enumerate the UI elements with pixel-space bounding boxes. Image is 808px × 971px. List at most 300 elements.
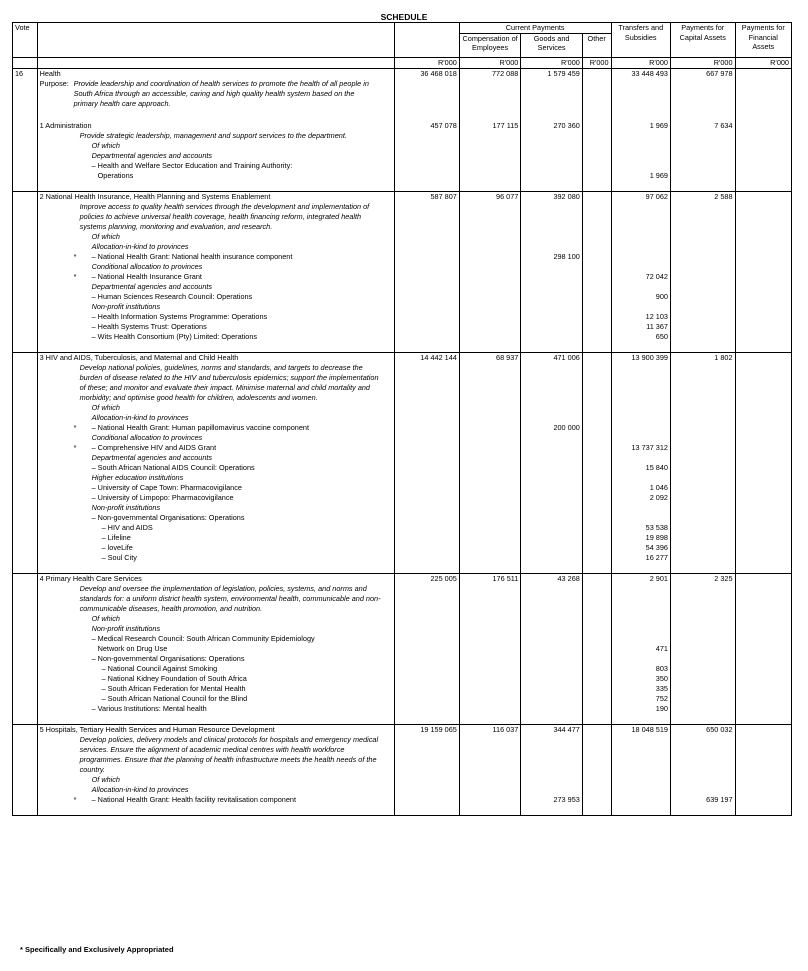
line-amount-goods xyxy=(521,403,582,413)
line-amount-transfers: 54 396 xyxy=(611,543,670,553)
line-amount-comp xyxy=(459,403,520,413)
header-financial: Payments for Financial Assets xyxy=(735,23,791,58)
section-total-financial xyxy=(735,352,791,363)
line-amount-total xyxy=(395,513,460,523)
line-amount-other xyxy=(582,644,611,654)
line-amount-capital xyxy=(670,423,735,433)
line-amount-total xyxy=(395,785,460,795)
header-other: Other xyxy=(582,33,611,58)
line-amount-other xyxy=(582,242,611,252)
table-row xyxy=(13,282,792,292)
line-amount-capital xyxy=(670,302,735,312)
line-amount-comp xyxy=(459,503,520,513)
line-amount-financial xyxy=(735,694,791,704)
line-amount-other xyxy=(582,674,611,684)
line-amount-total xyxy=(395,453,460,463)
line-item xyxy=(37,644,395,654)
line-amount-capital xyxy=(670,654,735,664)
line-item-text: – National Health Insurance Grant xyxy=(91,271,202,281)
line-item xyxy=(37,654,395,664)
line-amount-financial xyxy=(735,503,791,513)
line-amount-financial xyxy=(735,161,791,171)
line-item-text: – Lifeline xyxy=(101,532,131,542)
section-total-transfers: 97 062 xyxy=(611,191,670,202)
line-amount-financial xyxy=(735,543,791,553)
line-item-text: Allocation-in-kind to provinces xyxy=(91,241,189,251)
line-amount-total xyxy=(395,553,460,563)
line-item xyxy=(37,513,395,523)
table-row xyxy=(13,272,792,282)
section-total-goods: 43 268 xyxy=(521,573,582,584)
line-item xyxy=(37,453,395,463)
line-item-text: – Various Institutions: Mental health xyxy=(91,703,207,713)
line-amount-comp xyxy=(459,644,520,654)
line-amount-goods xyxy=(521,292,582,302)
line-item xyxy=(37,332,395,342)
line-amount-other xyxy=(582,543,611,553)
line-amount-total xyxy=(395,533,460,543)
section-description: Develop national policies, guidelines, norms and standards, and targets to decrease the burden of disease related to the HIV and tuberculosis epidemics; support the implementation of these; and monitor and evaluate their impact. Minimise maternal and child mortality and morbidity; and optimise good health for children, adolescents and women. xyxy=(79,362,379,402)
line-item-text: – South African National Council for the Blind xyxy=(101,693,248,703)
line-amount-financial xyxy=(735,232,791,242)
line-item xyxy=(37,553,395,563)
line-amount-goods xyxy=(521,513,582,523)
line-amount-other xyxy=(582,252,611,262)
line-amount-other xyxy=(582,262,611,272)
section-total-capital: 1 802 xyxy=(670,352,735,363)
section-total-total: 457 078 xyxy=(395,121,460,131)
line-amount-goods xyxy=(521,684,582,694)
line-amount-financial xyxy=(735,624,791,634)
line-amount-comp xyxy=(459,674,520,684)
line-item xyxy=(37,322,395,332)
line-amount-total xyxy=(395,624,460,634)
line-amount-total xyxy=(395,614,460,624)
table-row xyxy=(13,463,792,473)
line-amount-capital xyxy=(670,493,735,503)
purpose-cell xyxy=(37,79,395,109)
line-amount-total xyxy=(395,332,460,342)
unit-total: R'000 xyxy=(395,58,460,69)
line-item-text: – Comprehensive HIV and AIDS Grant xyxy=(91,442,217,452)
section-total-capital: 650 032 xyxy=(670,724,735,735)
line-amount-total xyxy=(395,141,460,151)
line-amount-goods xyxy=(521,775,582,785)
section-total-comp: 96 077 xyxy=(459,191,520,202)
line-amount-capital xyxy=(670,473,735,483)
section-total-other xyxy=(582,352,611,363)
line-amount-capital xyxy=(670,322,735,332)
table-row xyxy=(13,523,792,533)
line-amount-other xyxy=(582,664,611,674)
line-amount-financial xyxy=(735,654,791,664)
line-amount-goods xyxy=(521,332,582,342)
line-amount-financial xyxy=(735,282,791,292)
line-amount-comp xyxy=(459,704,520,714)
line-amount-goods xyxy=(521,171,582,181)
section-total-transfers: 18 048 519 xyxy=(611,724,670,735)
line-item-text: – National Health Grant: National health insurance component xyxy=(91,251,293,261)
line-item xyxy=(37,141,395,151)
line-amount-transfers: 650 xyxy=(611,332,670,342)
line-amount-other xyxy=(582,151,611,161)
line-amount-other xyxy=(582,503,611,513)
section-name: 3 HIV and AIDS, Tuberculosis, and Maternal and Child Health xyxy=(37,352,395,363)
vote-total-total: 36 468 018 xyxy=(395,68,460,79)
line-amount-comp xyxy=(459,785,520,795)
line-amount-other xyxy=(582,553,611,563)
line-item xyxy=(37,483,395,493)
line-amount-comp xyxy=(459,654,520,664)
line-amount-other xyxy=(582,624,611,634)
line-amount-goods xyxy=(521,463,582,473)
section-total-transfers: 2 901 xyxy=(611,573,670,584)
line-amount-goods xyxy=(521,533,582,543)
line-amount-capital xyxy=(670,443,735,453)
line-amount-transfers xyxy=(611,161,670,171)
line-amount-transfers: 13 737 312 xyxy=(611,443,670,453)
line-item xyxy=(37,151,395,161)
line-amount-comp xyxy=(459,775,520,785)
line-amount-total xyxy=(395,423,460,433)
line-amount-transfers xyxy=(611,453,670,463)
schedule-title: SCHEDULE xyxy=(380,12,428,22)
line-amount-total xyxy=(395,282,460,292)
line-amount-capital xyxy=(670,624,735,634)
line-amount-total xyxy=(395,543,460,553)
vote-total-capital: 667 978 xyxy=(670,68,735,79)
line-amount-goods xyxy=(521,674,582,684)
section-name: 4 Primary Health Care Services xyxy=(37,573,395,584)
section-description: Provide strategic leadership, management and support services to the department. xyxy=(79,130,347,140)
table-row xyxy=(13,332,792,342)
header-capital: Payments for Capital Assets xyxy=(670,23,735,58)
table-row xyxy=(13,151,792,161)
table-row xyxy=(13,473,792,483)
table-row xyxy=(13,292,792,302)
line-item xyxy=(37,684,395,694)
line-amount-financial xyxy=(735,262,791,272)
table-row xyxy=(13,302,792,312)
line-amount-capital xyxy=(670,413,735,423)
vote-total-comp: 772 088 xyxy=(459,68,520,79)
line-amount-goods xyxy=(521,634,582,644)
line-amount-comp xyxy=(459,634,520,644)
line-amount-financial xyxy=(735,533,791,543)
line-amount-comp xyxy=(459,513,520,523)
line-amount-financial xyxy=(735,322,791,332)
line-amount-goods xyxy=(521,664,582,674)
line-amount-goods xyxy=(521,443,582,453)
line-item xyxy=(37,252,395,262)
line-amount-transfers xyxy=(611,795,670,805)
line-amount-capital xyxy=(670,785,735,795)
line-amount-transfers: 752 xyxy=(611,694,670,704)
line-amount-comp xyxy=(459,694,520,704)
line-amount-other xyxy=(582,423,611,433)
line-amount-other xyxy=(582,513,611,523)
line-amount-transfers: 803 xyxy=(611,664,670,674)
line-amount-transfers xyxy=(611,634,670,644)
section-total-capital: 2 588 xyxy=(670,191,735,202)
line-amount-goods xyxy=(521,433,582,443)
line-item-text: Departmental agencies and accounts xyxy=(91,281,213,291)
line-amount-comp xyxy=(459,433,520,443)
line-amount-goods xyxy=(521,312,582,322)
line-amount-capital xyxy=(670,312,735,322)
line-item xyxy=(37,282,395,292)
line-amount-goods xyxy=(521,654,582,664)
table-row xyxy=(13,684,792,694)
section-total-capital: 7 634 xyxy=(670,121,735,131)
line-amount-comp xyxy=(459,312,520,322)
table-row xyxy=(13,614,792,624)
line-item-text: – National Council Against Smoking xyxy=(101,663,218,673)
line-amount-total xyxy=(395,272,460,282)
line-amount-transfers xyxy=(611,624,670,634)
table-row xyxy=(13,674,792,684)
header-goods: Goods and Services xyxy=(521,33,582,58)
line-amount-transfers xyxy=(611,423,670,433)
line-amount-total xyxy=(395,493,460,503)
line-amount-comp xyxy=(459,141,520,151)
line-item xyxy=(37,161,395,171)
line-amount-total xyxy=(395,171,460,181)
table-row xyxy=(13,785,792,795)
line-amount-capital xyxy=(670,704,735,714)
line-amount-comp xyxy=(459,171,520,181)
vote-total-other xyxy=(582,68,611,79)
section-name: 2 National Health Insurance, Health Planning and Systems Enablement xyxy=(37,191,395,202)
section-total-transfers: 1 969 xyxy=(611,121,670,131)
line-amount-capital xyxy=(670,171,735,181)
section-total-other xyxy=(582,573,611,584)
line-amount-transfers xyxy=(611,141,670,151)
footnote: * Specifically and Exclusively Appropriated xyxy=(20,945,174,954)
line-amount-transfers: 190 xyxy=(611,704,670,714)
line-amount-total xyxy=(395,523,460,533)
line-amount-total xyxy=(395,463,460,473)
table-row xyxy=(13,433,792,443)
line-amount-financial xyxy=(735,151,791,161)
section-description-cell xyxy=(37,202,395,232)
line-amount-transfers xyxy=(611,654,670,664)
line-amount-financial xyxy=(735,553,791,563)
line-amount-total xyxy=(395,654,460,664)
unit-goods: R'000 xyxy=(521,58,582,69)
line-amount-other xyxy=(582,684,611,694)
vote-total-transfers: 33 448 493 xyxy=(611,68,670,79)
line-amount-financial xyxy=(735,141,791,151)
line-amount-comp xyxy=(459,292,520,302)
section-description: Develop and oversee the implementation of legislation, policies, systems, and norms and standards for: a uniform district health system, environmental health, communicable and non-communicable diseases, health promotion, and nutrition. xyxy=(79,583,381,613)
line-amount-total xyxy=(395,644,460,654)
line-amount-financial xyxy=(735,644,791,654)
line-amount-financial xyxy=(735,312,791,322)
line-amount-capital xyxy=(670,483,735,493)
section-description: Develop policies, delivery models and clinical protocols for hospitals and emergency medical services. Ensure the alignment of academic medical centres with health workforce programmes. Ensure that the planning of health infrastructure meets the health needs of the country. xyxy=(79,734,379,774)
line-item-text: Of which xyxy=(91,140,120,150)
line-amount-transfers: 350 xyxy=(611,674,670,684)
line-amount-transfers xyxy=(611,282,670,292)
line-item-text: Of which xyxy=(91,613,120,623)
line-amount-comp xyxy=(459,413,520,423)
line-amount-total xyxy=(395,232,460,242)
line-amount-other xyxy=(582,312,611,322)
line-amount-comp xyxy=(459,242,520,252)
line-amount-other xyxy=(582,322,611,332)
table-row xyxy=(13,141,792,151)
section-total-other xyxy=(582,121,611,131)
line-amount-goods xyxy=(521,473,582,483)
table-row xyxy=(13,312,792,322)
unit-other: R'000 xyxy=(582,58,611,69)
section-total-financial xyxy=(735,121,791,131)
line-amount-other xyxy=(582,292,611,302)
line-amount-financial xyxy=(735,523,791,533)
line-item-text: – Wits Health Consortium (Pty) Limited: Operations xyxy=(91,331,258,341)
line-amount-transfers xyxy=(611,151,670,161)
line-amount-total xyxy=(395,322,460,332)
table-row xyxy=(13,694,792,704)
line-amount-total xyxy=(395,292,460,302)
line-amount-transfers xyxy=(611,242,670,252)
line-amount-comp xyxy=(459,161,520,171)
line-amount-total xyxy=(395,634,460,644)
line-amount-total xyxy=(395,433,460,443)
line-amount-total xyxy=(395,443,460,453)
table-row xyxy=(13,443,792,453)
line-amount-capital xyxy=(670,684,735,694)
line-amount-other xyxy=(582,775,611,785)
line-amount-other xyxy=(582,634,611,644)
line-amount-capital xyxy=(670,252,735,262)
line-amount-other xyxy=(582,795,611,805)
section-name: 5 Hospitals, Tertiary Health Services and Human Resource Development xyxy=(37,724,395,735)
table-row xyxy=(13,161,792,171)
line-amount-capital xyxy=(670,553,735,563)
line-amount-total xyxy=(395,302,460,312)
table-row xyxy=(13,513,792,523)
line-amount-total xyxy=(395,473,460,483)
line-item-text: – Health Information Systems Programme: Operations xyxy=(91,311,268,321)
line-amount-capital xyxy=(670,161,735,171)
line-amount-transfers xyxy=(611,252,670,262)
line-item xyxy=(37,775,395,785)
line-item xyxy=(37,272,395,282)
purpose-label: Purpose: xyxy=(39,78,69,88)
line-item-text: Of which xyxy=(91,231,120,241)
line-amount-goods xyxy=(521,785,582,795)
table-row xyxy=(13,795,792,805)
line-amount-financial xyxy=(735,292,791,302)
section-total-financial xyxy=(735,191,791,202)
line-amount-capital xyxy=(670,533,735,543)
line-amount-capital xyxy=(670,503,735,513)
line-amount-comp xyxy=(459,795,520,805)
section-total-other xyxy=(582,191,611,202)
line-amount-transfers xyxy=(611,614,670,624)
line-item xyxy=(37,543,395,553)
line-amount-transfers: 15 840 xyxy=(611,463,670,473)
line-amount-financial xyxy=(735,443,791,453)
section-total-goods: 471 006 xyxy=(521,352,582,363)
line-item-text: Of which xyxy=(91,402,120,412)
section-total-comp: 116 037 xyxy=(459,724,520,735)
appropriation-star: * xyxy=(73,271,77,281)
line-amount-capital xyxy=(670,262,735,272)
line-amount-financial xyxy=(735,614,791,624)
unit-financial: R'000 xyxy=(735,58,791,69)
line-item xyxy=(37,533,395,543)
line-amount-other xyxy=(582,463,611,473)
table-row xyxy=(13,503,792,513)
line-item-text: – National Kidney Foundation of South Africa xyxy=(101,673,247,683)
line-amount-capital xyxy=(670,141,735,151)
section-total-financial xyxy=(735,573,791,584)
line-amount-other xyxy=(582,704,611,714)
line-amount-total xyxy=(395,262,460,272)
line-amount-financial xyxy=(735,413,791,423)
line-amount-total xyxy=(395,795,460,805)
line-amount-comp xyxy=(459,473,520,483)
line-amount-capital xyxy=(670,694,735,704)
line-item-text: – Soul City xyxy=(101,552,137,562)
line-amount-other xyxy=(582,785,611,795)
line-amount-total xyxy=(395,664,460,674)
line-amount-transfers: 900 xyxy=(611,292,670,302)
line-amount-transfers xyxy=(611,513,670,523)
line-amount-comp xyxy=(459,543,520,553)
line-item xyxy=(37,262,395,272)
line-amount-transfers xyxy=(611,232,670,242)
line-amount-comp xyxy=(459,322,520,332)
section-description-cell xyxy=(37,363,395,403)
line-amount-total xyxy=(395,483,460,493)
table-row xyxy=(13,242,792,252)
line-amount-capital xyxy=(670,403,735,413)
line-amount-total xyxy=(395,413,460,423)
line-amount-other xyxy=(582,332,611,342)
line-item xyxy=(37,413,395,423)
line-item-text: – University of Cape Town: Pharmacovigilance xyxy=(91,482,242,492)
line-amount-capital xyxy=(670,242,735,252)
section-name: 1 Administration xyxy=(37,121,395,131)
table-row xyxy=(13,775,792,785)
table-row xyxy=(13,403,792,413)
line-amount-total xyxy=(395,704,460,714)
table-row xyxy=(13,634,792,644)
line-amount-transfers: 1 046 xyxy=(611,483,670,493)
line-amount-capital xyxy=(670,272,735,282)
line-item-text: Non-profit institutions xyxy=(91,301,161,311)
header-vote: Vote xyxy=(13,23,38,34)
line-amount-comp xyxy=(459,423,520,433)
line-item-text: – University of Limpopo: Pharmacovigilance xyxy=(91,492,234,502)
table-row xyxy=(13,533,792,543)
line-item xyxy=(37,785,395,795)
purpose-text: Provide leadership and coordination of health services to promote the health of all people in South Africa through an accessible, caring and high quality health system based on the primary health care approach. xyxy=(73,78,369,108)
line-item xyxy=(37,242,395,252)
line-amount-goods xyxy=(521,453,582,463)
line-item-text: Network on Drug Use xyxy=(97,643,168,653)
line-item-text: – South African Federation for Mental Health xyxy=(101,683,246,693)
line-amount-financial xyxy=(735,483,791,493)
line-amount-comp xyxy=(459,553,520,563)
line-amount-transfers: 53 538 xyxy=(611,523,670,533)
appropriation-star: * xyxy=(73,422,77,432)
line-amount-transfers: 12 103 xyxy=(611,312,670,322)
